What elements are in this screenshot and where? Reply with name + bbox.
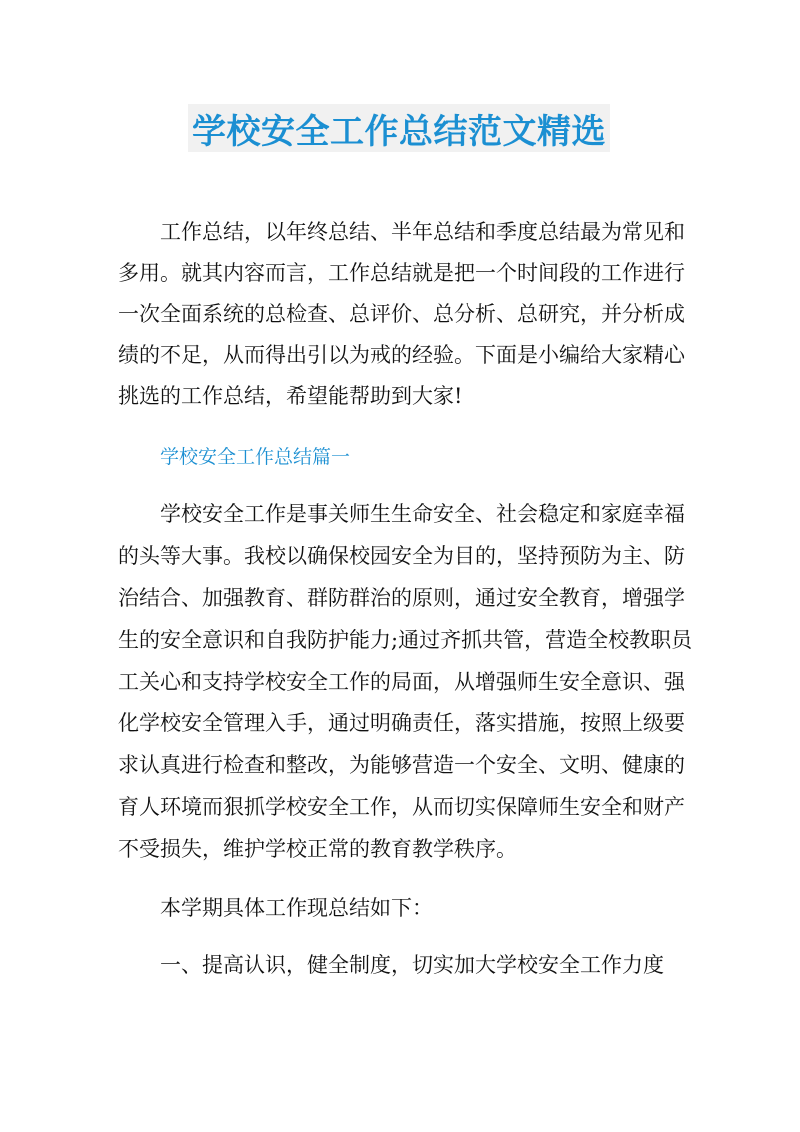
intro-line: 一次全面系统的总检查、总评价、总分析、总研究，并分析成 — [118, 302, 685, 326]
intro-line: 绩的不足，从而得出引以为戒的经验。下面是小编给大家精心 — [118, 343, 685, 367]
body-line: 化学校安全管理入手，通过明确责任，落实措施，按照上级要 — [118, 711, 685, 735]
body-line: 育人环境而狠抓学校安全工作，从而切实保障师生安全和财产 — [118, 795, 685, 819]
subheading-1: 一、提高认识，健全制度，切实加大学校安全工作力度 — [160, 953, 664, 977]
body-line: 求认真进行检查和整改，为能够营造一个安全、文明、健康的 — [118, 753, 685, 777]
body-line: 工关心和支持学校安全工作的局面，从增强师生安全意识、强 — [118, 670, 685, 694]
body-line: 不受损失，维护学校正常的教育教学秩序。 — [118, 837, 517, 861]
summary-intro: 本学期具体工作现总结如下： — [160, 896, 433, 920]
body-line: 学校安全工作是事关师生生命安全、社会稳定和家庭幸福 — [160, 502, 685, 526]
body-line: 治结合、加强教育、群防群治的原则，通过安全教育，增强学 — [118, 586, 685, 610]
body-line: 生的安全意识和自我防护能力;通过齐抓共管，营造全校教职员 — [118, 628, 693, 652]
intro-line: 工作总结，以年终总结、半年总结和季度总结最为常见和 — [160, 220, 685, 244]
title-highlight — [188, 104, 610, 152]
section-heading: 学校安全工作总结篇一 — [160, 446, 351, 468]
intro-line: 多用。就其内容而言，工作总结就是把一个时间段的工作进行 — [118, 261, 685, 285]
page-title: 学校安全工作总结范文精选 — [192, 111, 606, 152]
body-line: 的头等大事。我校以确保校园安全为目的，坚持预防为主、防 — [118, 544, 685, 568]
intro-line: 挑选的工作总结，希望能帮助到大家! — [118, 384, 463, 408]
